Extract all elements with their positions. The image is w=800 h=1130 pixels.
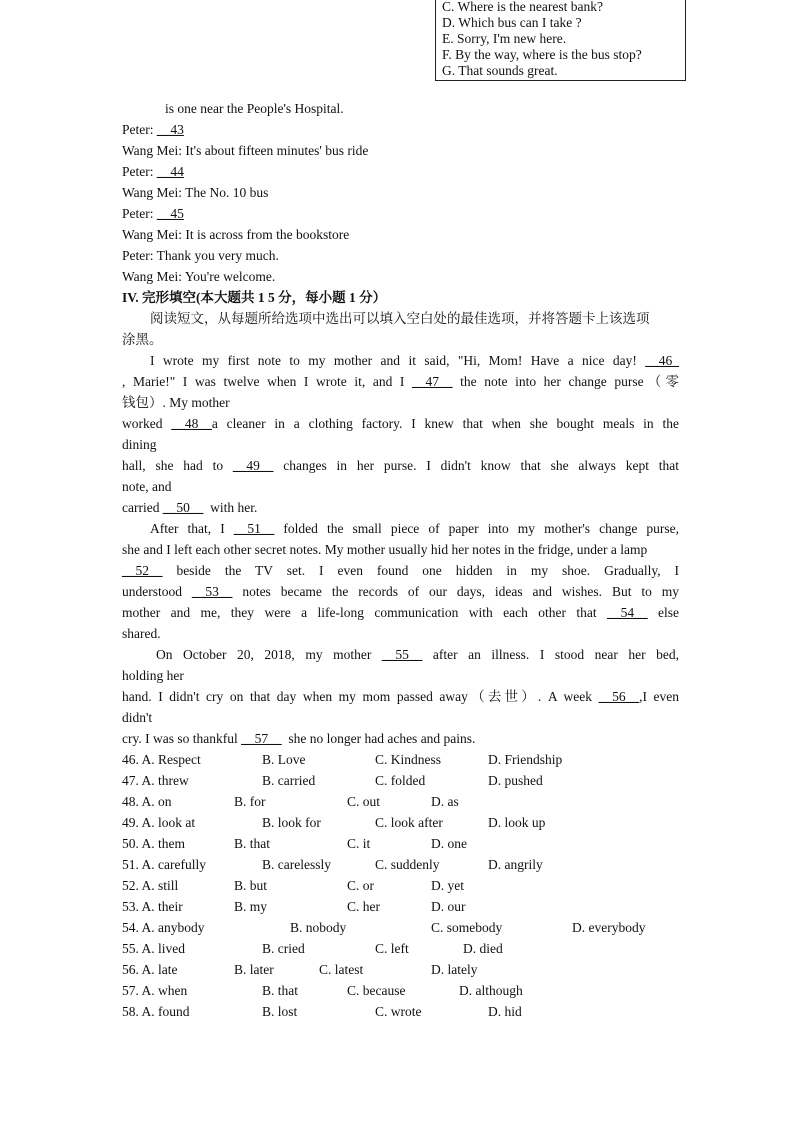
question-option: B. Love (262, 752, 306, 767)
blank-50: __50__ (162, 500, 204, 515)
question-number-option-a: 56. A. late (122, 962, 178, 977)
question-number-option-a: 58. A. found (122, 1004, 190, 1019)
dialogue-line: is one near the People's Hospital. (165, 101, 344, 116)
question-number-option-a: 46. A. Respect (122, 752, 201, 767)
speaker-label: Peter: (122, 206, 157, 221)
question-option: B. that (262, 983, 298, 998)
blank-43: __43 (156, 122, 184, 137)
question-row (122, 980, 679, 1001)
option-c: C. Where is the nearest bank? (442, 0, 603, 14)
question-number-option-a: 55. A. lived (122, 941, 185, 956)
question-number-option-a: 51. A. carefully (122, 857, 206, 872)
question-row (122, 896, 679, 917)
question-option: D. look up (488, 815, 546, 830)
passage-line: After that, I __51__ folded the small piece of paper into my mother's change purse, (150, 521, 680, 536)
blank-46: __46_ (645, 353, 679, 368)
question-row (122, 875, 679, 896)
question-option: C. because (347, 983, 406, 998)
section-instructions: 阅读短文，从每题所给选项中选出可以填入空白处的最佳选项，并将答题卡上该选项 (150, 311, 650, 326)
dialogue-line (122, 119, 679, 140)
blank-51: __51__ (233, 521, 275, 536)
question-number-option-a: 47. A. threw (122, 773, 189, 788)
question-option: C. Kindness (375, 752, 442, 767)
passage-line: hand. I didn't cry on that day when my mom passed away（去世）. A week __56__,I even (122, 689, 679, 704)
passage-line: note, and (122, 479, 172, 494)
passage-line: didn't (122, 710, 153, 725)
question-number-option-a: 48. A. on (122, 794, 172, 809)
question-row (122, 791, 679, 812)
passage-line: I wrote my first note to my mother and it said, "Hi, Mom! Have a nice day! __46_ (150, 353, 679, 368)
speaker-label: Peter: (122, 164, 157, 179)
passage-line: understood __53__ notes became the records of our days, ideas and wishes. But to my (122, 584, 680, 599)
question-option: B. nobody (290, 920, 347, 935)
question-option: D. everybody (572, 920, 646, 935)
question-option: C. out (347, 794, 381, 809)
dialogue-line: Peter: Thank you very much. (122, 248, 279, 263)
blank-56: __56__ (598, 689, 640, 704)
question-row (122, 938, 679, 959)
question-option: B. but (234, 878, 268, 893)
question-row (122, 917, 679, 938)
dialogue-line (122, 203, 679, 224)
blank-47: __47__ (412, 374, 453, 389)
dialogue-line: Wang Mei: It is across from the bookstore (122, 227, 350, 242)
question-option: B. carried (262, 773, 316, 788)
blank-55: __55__ (381, 647, 423, 662)
question-number-option-a: 57. A. when (122, 983, 188, 998)
question-option: C. latest (319, 962, 364, 977)
question-option: D. angrily (488, 857, 543, 872)
passage-line: mother and me, they were a life-long communication with each other that __54__ else (122, 605, 679, 620)
passage-line: __52__ beside the TV set. I even found one hidden in my shoe. Gradually, I (122, 563, 679, 578)
section-instructions-cont: 涂黑。 (122, 332, 163, 347)
question-option: C. wrote (375, 1004, 422, 1019)
option-d: D. Which bus can I take ? (442, 15, 582, 30)
question-number-option-a: 50. A. them (122, 836, 185, 851)
blank-57: __57__ (241, 731, 282, 746)
passage-line: On October 20, 2018, my mother __55__ after an illness. I stood near her bed, (156, 647, 680, 662)
question-option: D. although (459, 983, 523, 998)
question-option: B. look for (262, 815, 321, 830)
passage-line: shared. (122, 626, 161, 641)
question-option: C. folded (375, 773, 426, 788)
dialogue-line: Wang Mei: You're welcome. (122, 269, 276, 284)
question-option: D. Friendship (488, 752, 563, 767)
question-option: B. for (234, 794, 266, 809)
answer-options-box (435, 0, 686, 81)
question-row (122, 749, 679, 770)
dialogue-line (122, 161, 679, 182)
speaker-label: Peter: (122, 122, 157, 137)
question-option: D. as (431, 794, 459, 809)
passage-line: worked __48__a cleaner in a clothing factory. I knew that when she bought meals in the (122, 416, 679, 431)
question-option: B. later (234, 962, 274, 977)
question-row (122, 770, 679, 791)
passage-line: 钱包）. My mother (122, 395, 230, 410)
question-option: C. left (375, 941, 409, 956)
question-option: C. her (347, 899, 380, 914)
blank-54: __54__ (607, 605, 648, 620)
question-option: D. one (431, 836, 467, 851)
question-option: C. look after (375, 815, 443, 830)
blank-53: __53__ (191, 584, 233, 599)
question-option: D. yet (431, 878, 464, 893)
blank-45: __45 (156, 206, 184, 221)
passage-line: she and I left each other secret notes. My mother usually hid her notes in the fridge, under a lamp (122, 542, 648, 557)
question-list (122, 749, 679, 1022)
question-option: C. somebody (431, 920, 503, 935)
blank-52: __52__ (122, 563, 163, 578)
question-row (122, 812, 679, 833)
question-option: B. carelessly (262, 857, 331, 872)
question-option: D. died (463, 941, 503, 956)
question-option: B. lost (262, 1004, 298, 1019)
dialogue-line: Wang Mei: The No. 10 bus (122, 185, 269, 200)
question-option: B. that (234, 836, 270, 851)
passage-line: holding her (122, 668, 184, 683)
question-option: C. suddenly (375, 857, 440, 872)
passage-line: hall, she had to __49__ changes in her purse. I didn't know that she always kept that (122, 458, 680, 473)
question-row (122, 1001, 679, 1022)
dialogue-line: Wang Mei: It's about fifteen minutes' bus ride (122, 143, 369, 158)
blank-44: __44 (156, 164, 184, 179)
question-row (122, 959, 679, 980)
option-f: F. By the way, where is the bus stop? (442, 47, 642, 62)
section-title: IV. 完形填空(本大题共 1 5 分，每小题 1 分） (122, 290, 387, 305)
question-number-option-a: 52. A. still (122, 878, 179, 893)
passage-line: , Marie!" I was twelve when I wrote it, and I __47__ the note into her change purse（零 (122, 374, 680, 389)
question-row (122, 854, 679, 875)
question-option: C. it (347, 836, 371, 851)
passage-line: carried __50__ with her. (122, 500, 258, 515)
passage-line: dining (122, 437, 157, 452)
passage-line: cry. I was so thankful __57__ she no longer had aches and pains. (122, 731, 476, 746)
blank-48: __48__ (171, 416, 212, 431)
question-number-option-a: 53. A. their (122, 899, 183, 914)
question-number-option-a: 54. A. anybody (122, 920, 205, 935)
option-e: E. Sorry, I'm new here. (442, 31, 567, 46)
page-content (122, 98, 679, 1022)
question-option: B. cried (262, 941, 305, 956)
question-number-option-a: 49. A. look at (122, 815, 196, 830)
question-option: D. our (431, 899, 466, 914)
question-option: D. lately (431, 962, 478, 977)
question-option: B. my (234, 899, 268, 914)
question-option: D. pushed (488, 773, 543, 788)
question-row (122, 833, 679, 854)
option-g: G. That sounds great. (442, 63, 558, 78)
question-option: C. or (347, 878, 374, 893)
blank-49: __49__ (232, 458, 274, 473)
question-option: D. hid (488, 1004, 522, 1019)
